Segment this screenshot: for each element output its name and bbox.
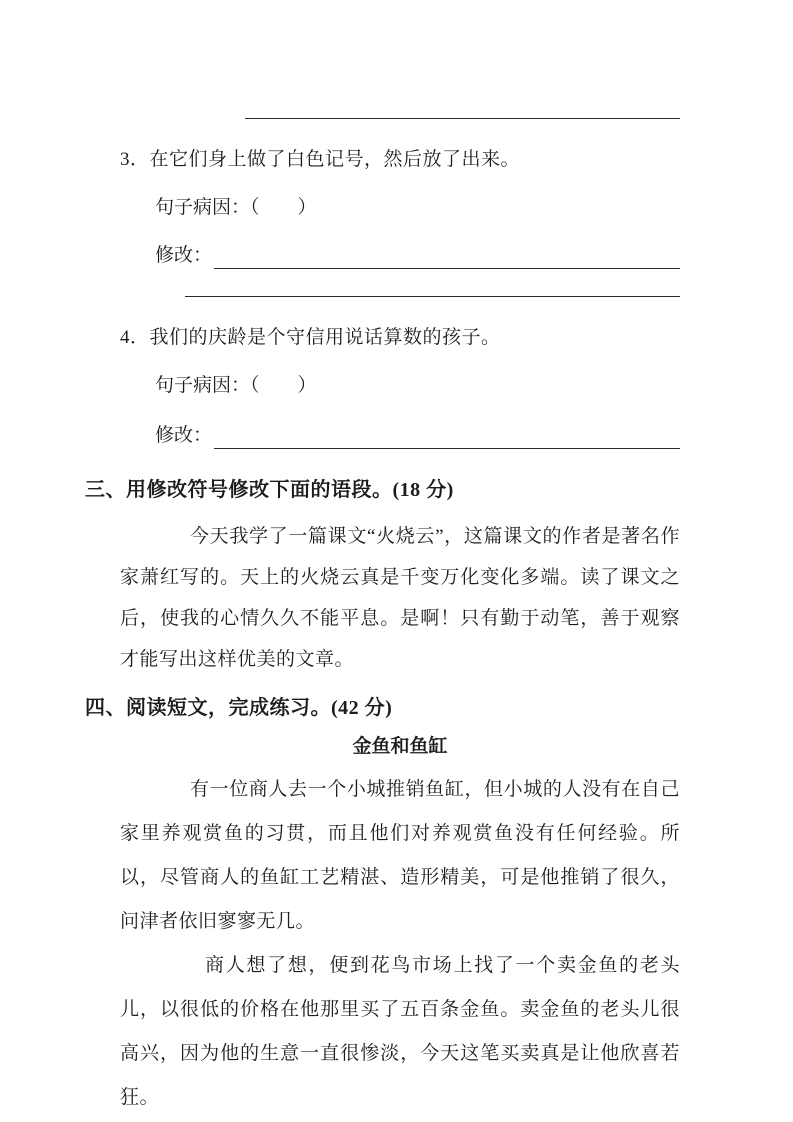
- question-item-4: [85, 325, 680, 449]
- revision-label: 修改：: [155, 245, 213, 266]
- answer-blank-line-top: [245, 118, 680, 119]
- question-item-3: [85, 147, 680, 297]
- question-sentence: [120, 147, 680, 173]
- revision-field: [155, 243, 680, 269]
- sentence-problem-field: 句子病因：（ ）: [155, 375, 317, 396]
- revision-label: 修改：: [155, 425, 213, 446]
- section-revise-paragraph: [85, 476, 680, 680]
- question-sentence: [120, 325, 680, 351]
- revision-blank-line: [214, 426, 680, 449]
- section-reading: [85, 694, 680, 1120]
- passage-title: 金鱼和鱼缸: [352, 736, 448, 757]
- question-number: 4．: [120, 327, 150, 348]
- answer-blank-line: [185, 296, 680, 297]
- exercise-paragraph: 今天我学了一篇课文“火烧云”，这篇课文的作者是著名作家萧红写的。天上的火烧云真是千变万化变化多端。读了课文之后，使我的心情久久不能平息。是啊！只有勤于动笔，善于观察才能写出这样优美的文章。: [120, 526, 680, 670]
- passage-paragraph: 有一位商人去一个小城推销鱼缸，但小城的人没有在自己家里养观赏鱼的习贯，而且他们对养观赏鱼没有任何经验。所以，尽管商人的鱼缸工艺精湛、造形精美，可是他推销了很久，问津者依旧寥寥无几。: [120, 779, 680, 932]
- sentence-problem-field: 句子病因：（ ）: [155, 197, 317, 218]
- revision-field: [155, 423, 680, 449]
- question-number: 3．: [120, 149, 150, 170]
- passage-paragraph: 商人想了想，便到花鸟市场上找了一个卖金鱼的老头儿，以很低的价格在他那里买了五百条金鱼。卖金鱼的老头儿很高兴，因为他的生意一直很惨淡，今天这笔买卖真是让他欣喜若狂。: [120, 955, 680, 1108]
- section-heading: 三、用修改符号修改下面的语段。(18 分): [85, 479, 454, 501]
- question-text: 在它们身上做了白色记号，然后放了出来。: [149, 149, 521, 170]
- section-heading: 四、阅读短文，完成练习。(42 分): [85, 697, 393, 719]
- question-text: 我们的庆龄是个守信用说话算数的孩子。: [149, 327, 501, 348]
- revision-blank-line: [214, 246, 680, 269]
